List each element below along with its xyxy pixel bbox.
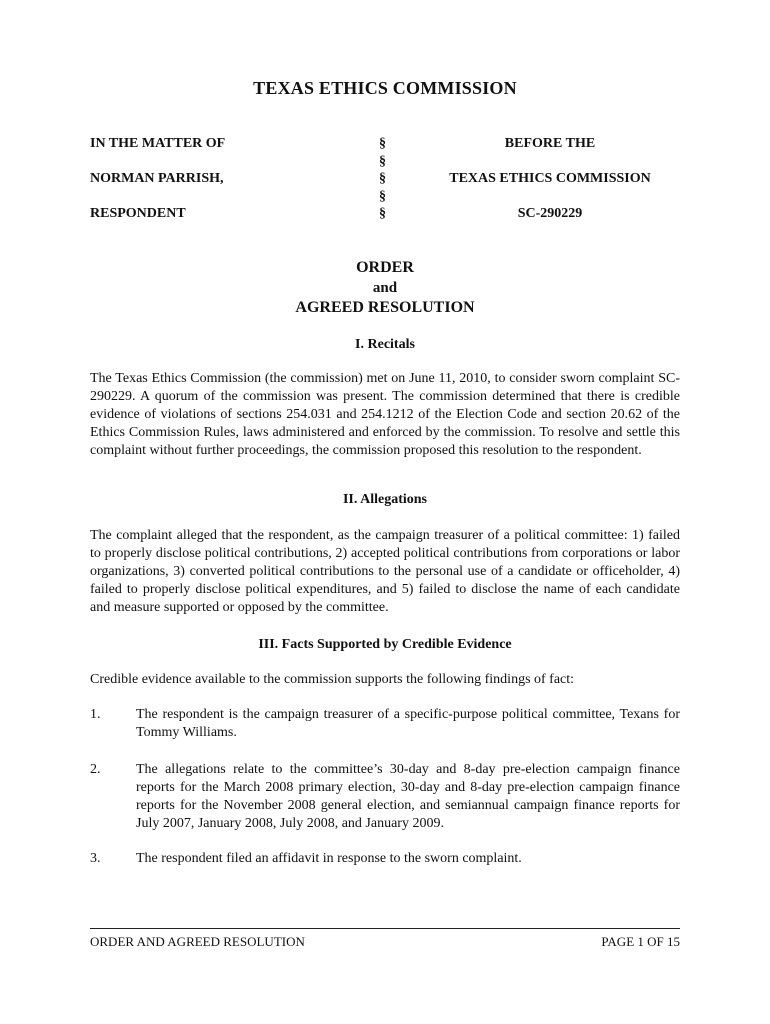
facts-heading: III. Facts Supported by Credible Evidence xyxy=(258,637,512,652)
document-title: TEXAS ETHICS COMMISSION xyxy=(253,78,517,98)
facts-intro: Credible evidence available to the commission supports the following findings of fact: xyxy=(90,672,575,687)
section-mark: § xyxy=(379,171,386,186)
caption-commission: TEXAS ETHICS COMMISSION xyxy=(449,171,651,186)
caption-matter: IN THE MATTER OF xyxy=(90,136,226,151)
recitals-heading: I. Recitals xyxy=(355,337,415,352)
order-title-line-2: and xyxy=(372,280,398,296)
list-item-number: 2. xyxy=(90,762,101,777)
section-mark: § xyxy=(379,153,386,169)
order-title-line-1: ORDER xyxy=(356,259,414,276)
section-mark: § xyxy=(379,188,386,204)
case-caption xyxy=(90,135,690,230)
list-item-number: 3. xyxy=(90,851,101,866)
section-mark: § xyxy=(379,136,386,151)
section-mark: § xyxy=(379,206,386,221)
caption-before: BEFORE THE xyxy=(504,136,596,151)
caption-case-number: SC-290229 xyxy=(517,206,583,221)
caption-respondent-label: RESPONDENT xyxy=(90,206,186,221)
allegations-paragraph: The complaint alleged that the respondent, as the campaign treasurer of a political committee: 1) failed to properly disclose political contributions, 2) accepted political contributions from corporations or labor organizations, 3) converted political contributions to the personal use of a candidate or officeholder, 4) failed to properly disclose political expenditures, and 5) failed to disclose the name of each candidate and measure supported or opposed by the committee. xyxy=(90,528,680,615)
list-item-text: The respondent filed an affidavit in response to the sworn complaint. xyxy=(136,851,522,866)
caption-respondent-name: NORMAN PARRISH, xyxy=(90,171,224,186)
list-item-text: The allegations relate to the committee’s 30-day and 8-day pre-election campaign finance reports for the March 2008 primary election, 30-day and 8-day pre-election campaign finance reports for the November 2008 general election, and semiannual campaign finance reports for July 2007, January 2008, July 2008, and January 2009. xyxy=(136,762,680,831)
footer-divider xyxy=(90,928,680,929)
caption-right xyxy=(420,135,680,240)
order-title xyxy=(0,258,770,318)
caption-left xyxy=(90,135,340,240)
caption-section-marks xyxy=(379,135,399,223)
list-item-text: The respondent is the campaign treasurer of a specific-purpose political committee, Texans for Tommy Williams. xyxy=(136,707,680,740)
recitals-paragraph: The Texas Ethics Commission (the commission) met on June 11, 2010, to consider sworn complaint SC-290229. A quorum of the commission was present. The commission determined that there is credible evidence of violations of sections 254.031 and 254.1212 of the Election Code and section 20.62 of the Ethics Commission Rules, laws administered and enforced by the commission. To resolve and settle this complaint without further proceedings, the commission proposed this resolution to the respondent. xyxy=(90,371,680,458)
allegations-heading: II. Allegations xyxy=(342,492,427,507)
footer-document-title: ORDER AND AGREED RESOLUTION xyxy=(90,934,305,949)
footer-page-number: PAGE 1 OF 15 xyxy=(601,934,680,949)
list-item-number: 1. xyxy=(90,707,101,722)
order-title-line-3: AGREED RESOLUTION xyxy=(295,299,475,316)
